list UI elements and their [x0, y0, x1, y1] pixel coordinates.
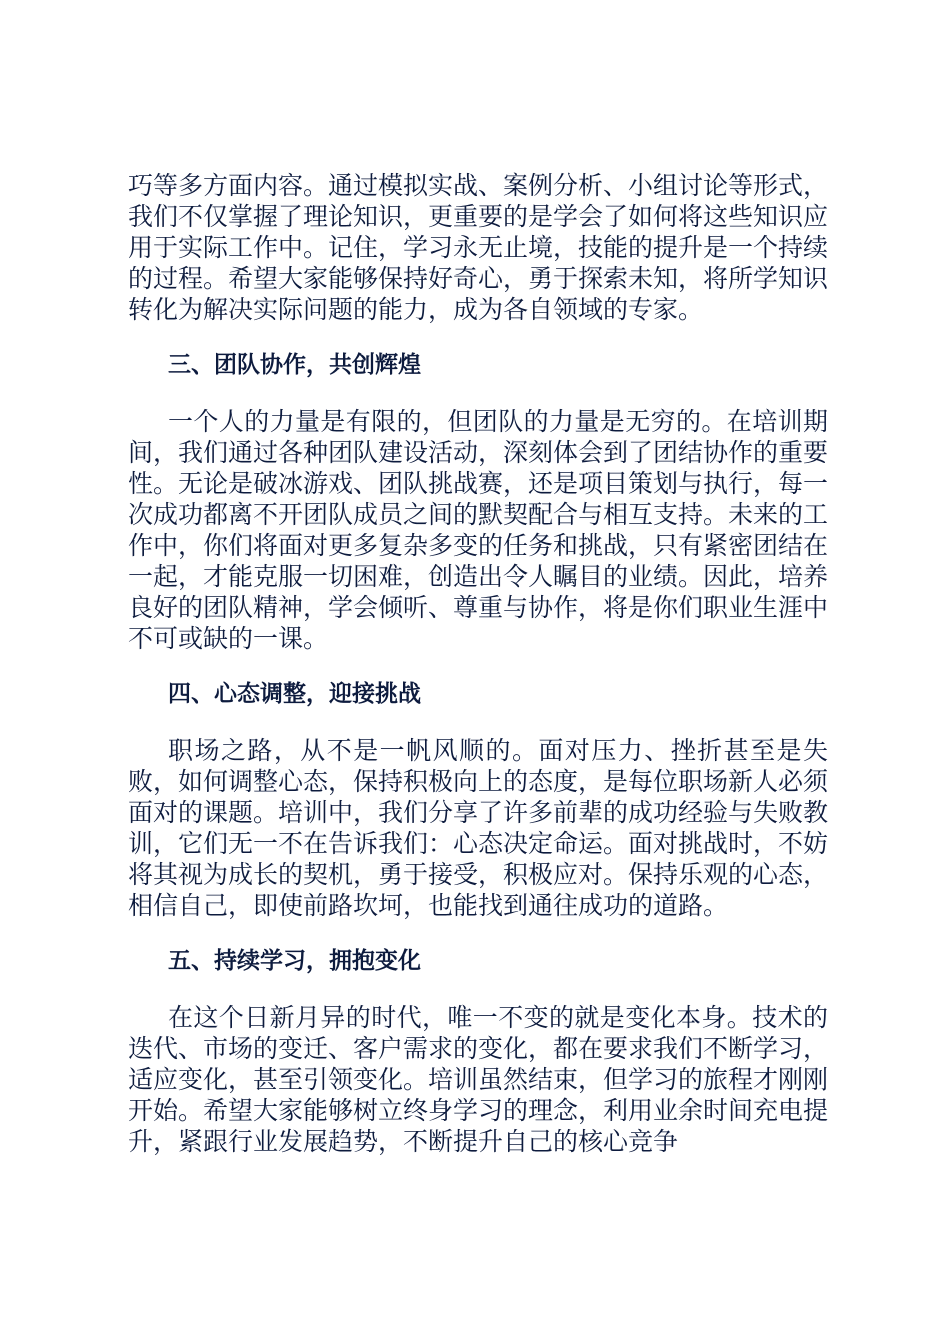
section-heading-mindset: 四、心态调整，迎接挑战 [168, 681, 421, 707]
section-heading-learning: 五、持续学习，拥抱变化 [168, 948, 421, 974]
section-paragraph-mindset: 职场之路，从不是一帆风顺的。面对压力、挫折甚至是失败，如何调整心态，保持积极向上的态度，是每位职场新人必须面对的课题。培训中，我们分享了许多前辈的成功经验与失败教训，它们无一不在告诉我们：心态决定命运。面对挑战时，不妨将其视为成长的契机，勇于接受，积极应对。保持乐观的心态，相信自己，即使前路坎坷，也能找到通往成功的道路。 [128, 736, 829, 920]
section-heading-teamwork: 三、团队协作，共创辉煌 [168, 352, 421, 378]
section-paragraph-teamwork: 一个人的力量是有限的，但团队的力量是无穷的。在培训期间，我们通过各种团队建设活动，深刻体会到了团结协作的重要性。无论是破冰游戏、团队挑战赛，还是项目策划与执行，每一次成功都离不开团队成员之间的默契配合与相互支持。未来的工作中，你们将面对更多复杂多变的任务和挑战，只有紧密团结在一起，才能克服一切困难，创造出令人瞩目的业绩。因此，培养良好的团队精神，学会倾听、尊重与协作，将是你们职业生涯中不可或缺的一课。 [128, 407, 829, 653]
document-body [128, 170, 828, 1157]
intro-paragraph: 巧等多方面内容。通过模拟实战、案例分析、小组讨论等形式，我们不仅掌握了理论知识，更重要的是学会了如何将这些知识应用于实际工作中。记住，学习永无止境，技能的提升是一个持续的过程。希望大家能够保持好奇心，勇于探索未知，将所学知识转化为解决实际问题的能力，成为各自领域的专家。 [128, 171, 829, 324]
section-paragraph-learning: 在这个日新月异的时代，唯一不变的就是变化本身。技术的迭代、市场的变迁、客户需求的变化，都在要求我们不断学习，适应变化，甚至引领变化。培训虽然结束，但学习的旅程才刚刚开始。希望大家能够树立终身学习的理念，利用业余时间充电提升，紧跟行业发展趋势，不断提升自己的核心竞争 [128, 1003, 829, 1156]
